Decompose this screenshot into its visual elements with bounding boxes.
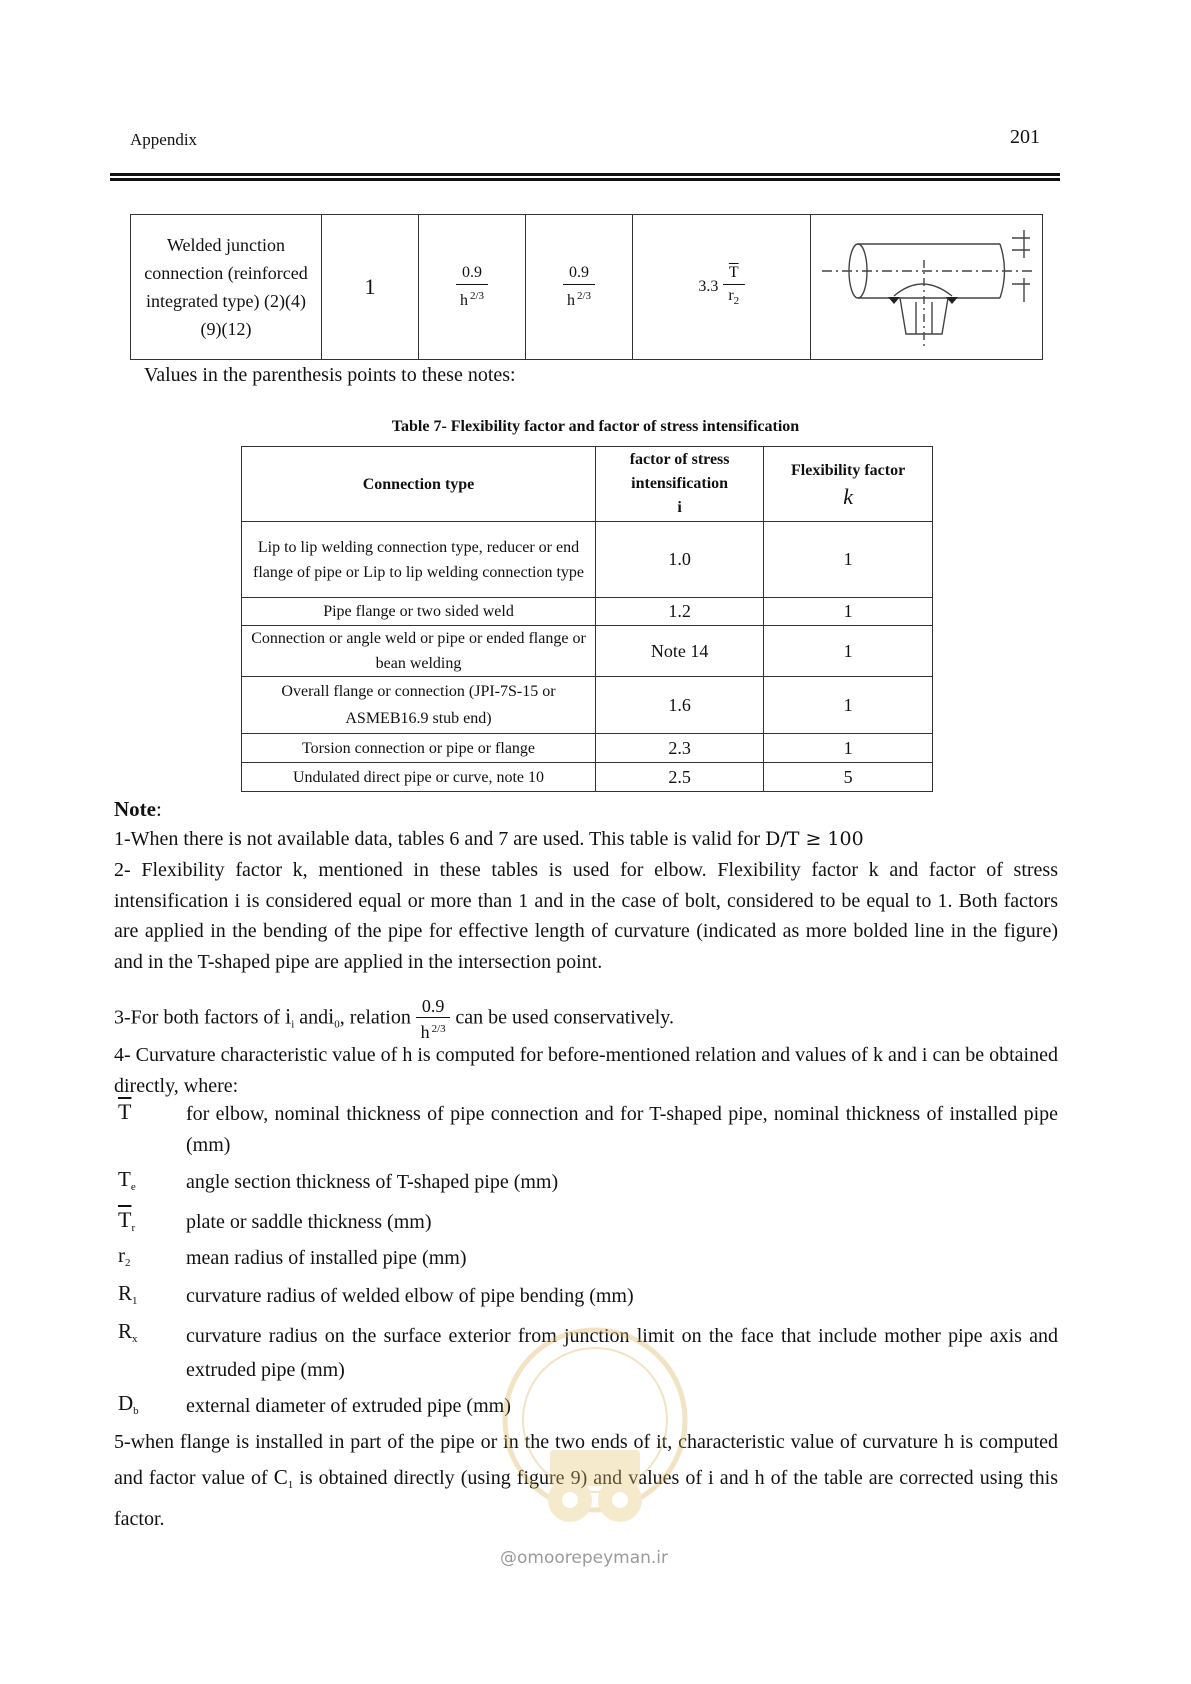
values-note: Values in the parenthesis points to these notes: bbox=[144, 364, 516, 386]
definition-text: curvature radius on the surface exterior from junction limit on the face that include mother pipe axis and extruded pipe (mm) bbox=[186, 1325, 1058, 1381]
definition-text: mean radius of installed pipe (mm) bbox=[186, 1247, 467, 1269]
table-header-row bbox=[242, 447, 933, 522]
row-stress-factor: 1.6 bbox=[596, 677, 764, 734]
table-row bbox=[131, 215, 1043, 360]
symbol-c1: C bbox=[273, 1464, 288, 1489]
note-1 bbox=[114, 824, 1058, 855]
r-symbol: r bbox=[728, 287, 734, 304]
definition-symbol: $\overline{T}$ bbox=[118, 1099, 132, 1124]
fraction-denominator bbox=[460, 285, 484, 312]
subscript: i bbox=[291, 1018, 295, 1031]
subscript: 1 bbox=[287, 1478, 294, 1491]
row-stress-factor: 1.2 bbox=[596, 598, 764, 626]
fraction-denominator bbox=[728, 285, 739, 312]
table-row bbox=[242, 598, 933, 626]
table-7 bbox=[241, 446, 933, 792]
fraction-numerator: 0.9 bbox=[416, 995, 451, 1018]
note-3-and: and bbox=[299, 1006, 329, 1029]
subscript: b bbox=[133, 1405, 139, 1417]
note-3-text-c: can be used conservatively. bbox=[455, 1006, 674, 1029]
note-title: Note: bbox=[114, 797, 162, 821]
subscript: 0 bbox=[334, 1018, 340, 1031]
row-flexibility-factor: 1 bbox=[764, 522, 933, 598]
definition-symbol bbox=[118, 1319, 138, 1345]
tee-pipe-figure bbox=[812, 220, 1042, 350]
note-5-text-a: 5-when flange is installed in part of the pipe or in the two ends of it, characteristic value of curvature h is computed and factor value of bbox=[114, 1431, 1058, 1489]
definition-text: plate or saddle thickness (mm) bbox=[186, 1211, 432, 1233]
definition-text: for elbow, nominal thickness of pipe connection and for T-shaped pipe, nominal thickness of installed pipe (mm) bbox=[186, 1103, 1058, 1156]
table-row bbox=[242, 734, 933, 763]
fraction-numerator: 0.9 bbox=[456, 262, 488, 285]
row-stress-factor: 2.3 bbox=[596, 734, 764, 763]
header-flexibility-label: Flexibility factor bbox=[791, 462, 906, 479]
coefficient: 3.3 bbox=[698, 278, 719, 295]
connection-type-cell: Welded junction connection (reinforced integrated type) (2)(4) (9)(12) bbox=[131, 215, 322, 360]
subscript: 2 bbox=[733, 295, 740, 307]
exponent: 2/3 bbox=[431, 1023, 446, 1035]
factor-cell-2 bbox=[526, 215, 633, 360]
definition-text: external diameter of extruded pipe (mm) bbox=[186, 1395, 511, 1417]
definition-text: angle section thickness of T-shaped pipe (mm) bbox=[186, 1171, 559, 1193]
row-connection-type: Torsion connection or pipe or flange bbox=[242, 734, 596, 763]
subscript: 1 bbox=[132, 1295, 138, 1307]
note-1-formula: D/T ≥ 100 bbox=[765, 828, 864, 850]
note-3-fraction bbox=[416, 995, 451, 1043]
running-header: Appendix bbox=[130, 130, 198, 149]
page-number: 201 bbox=[1010, 126, 1040, 148]
continued-table bbox=[130, 214, 1043, 360]
note-5-text-b: is obtained directly (using figure 9) and values of i and h of the table are corrected using this factor. bbox=[114, 1466, 1059, 1530]
symbol-base: D bbox=[118, 1391, 134, 1415]
note-4: 4- Curvature characteristic value of h is computed for before-mentioned relation and values of k and i can be obtained directly, where: bbox=[114, 1044, 1058, 1097]
header-rule-thick bbox=[110, 173, 1060, 176]
h-symbol: h bbox=[566, 292, 575, 309]
definition-symbol bbox=[118, 1243, 131, 1269]
row-flexibility-factor: 1 bbox=[764, 677, 933, 734]
symbol-base: $\overline{T}$ bbox=[118, 1207, 132, 1232]
note-2: 2- Flexibility factor k, mentioned in these tables is used for elbow. Flexibility factor k and factor of stress intensification i is considered equal or more than 1 and in the case of bolt, considered to be equal to 1. Both factors are applied in the bending of the pipe for effective length of curvature (indicated as more bolded line in the figure) and in the T-shaped pipe are applied in the intersection point. bbox=[114, 859, 1058, 973]
table-row bbox=[242, 522, 933, 598]
h-symbol: h bbox=[420, 1022, 430, 1042]
exponent: 2/3 bbox=[469, 290, 485, 302]
row-connection-type: Connection or angle weld or pipe or ended flange or bean welding bbox=[242, 626, 596, 677]
watermark-site: @omoorepeyman.ir bbox=[500, 1548, 669, 1568]
row-connection-type: Undulated direct pipe or curve, note 10 bbox=[242, 763, 596, 792]
definition-symbol bbox=[118, 1207, 135, 1234]
fraction bbox=[563, 262, 595, 312]
row-flexibility-factor: 5 bbox=[764, 763, 933, 792]
table-row bbox=[242, 626, 933, 677]
header-rule-thin bbox=[110, 178, 1060, 181]
row-flexibility-factor: 1 bbox=[764, 598, 933, 626]
note-3 bbox=[114, 995, 1058, 1043]
fraction bbox=[456, 262, 488, 312]
subscript: 2 bbox=[125, 1257, 131, 1269]
note-3-text-a: 3-For both factors of bbox=[114, 1006, 286, 1029]
subscript: e bbox=[130, 1181, 136, 1193]
header-flexibility-factor bbox=[764, 447, 933, 522]
note-3-text-b: , relation bbox=[339, 1006, 416, 1029]
note-1-text: 1-When there is not available data, tables 6 and 7 are used. This table is valid for bbox=[114, 828, 766, 850]
symbol-i0: i bbox=[328, 1003, 335, 1029]
symbol-i: i bbox=[285, 1003, 292, 1029]
row-stress-factor: 2.5 bbox=[596, 763, 764, 792]
factor-cell-3 bbox=[633, 215, 811, 360]
row-stress-factor: Note 14 bbox=[596, 626, 764, 677]
row-connection-type: Pipe flange or two sided weld bbox=[242, 598, 596, 626]
fraction-numerator: $\overline{T}$ bbox=[723, 262, 745, 285]
fraction-denominator bbox=[567, 285, 591, 312]
row-flexibility-factor: 1 bbox=[764, 734, 933, 763]
exponent: 2/3 bbox=[576, 290, 592, 302]
row-connection-type: Overall flange or connection (JPI-7S-15 or ASMEB16.9 stub end) bbox=[242, 677, 596, 734]
table-caption: Table 7- Flexibility factor and factor of stress intensification bbox=[391, 418, 800, 435]
definition-symbol bbox=[118, 1281, 138, 1307]
subscript: r bbox=[131, 1222, 136, 1234]
fraction bbox=[723, 262, 745, 312]
definition-symbol bbox=[118, 1391, 139, 1417]
flexibility-cell: 1 bbox=[322, 215, 419, 360]
symbol-base: R bbox=[118, 1319, 133, 1343]
h-symbol: h bbox=[459, 292, 468, 309]
row-flexibility-factor: 1 bbox=[764, 626, 933, 677]
header-stress-factor-symbol: i bbox=[677, 499, 682, 516]
header-stress-factor-label: factor of stress intensification bbox=[629, 451, 730, 492]
definition-symbol bbox=[118, 1167, 136, 1193]
header-connection-type: Connection type bbox=[242, 447, 596, 522]
definition-text: curvature radius of welded elbow of pipe bending (mm) bbox=[186, 1285, 634, 1307]
table-row bbox=[242, 763, 933, 792]
symbol-base: r bbox=[118, 1243, 125, 1267]
header-stress-factor bbox=[596, 447, 764, 522]
symbol-base: T bbox=[118, 1167, 131, 1191]
table-row bbox=[242, 677, 933, 734]
figure-cell bbox=[811, 215, 1043, 360]
subscript: x bbox=[132, 1333, 138, 1345]
factor-cell-1 bbox=[419, 215, 526, 360]
note-title-text: Note bbox=[114, 797, 156, 821]
symbol-base: R bbox=[118, 1281, 133, 1305]
watermark-logo-icon bbox=[490, 1300, 700, 1570]
row-connection-type: Lip to lip welding connection type, reducer or end flange of pipe or Lip to lip welding connection type bbox=[242, 522, 596, 598]
header-flexibility-symbol: k bbox=[843, 484, 853, 509]
row-stress-factor: 1.0 bbox=[596, 522, 764, 598]
fraction-numerator: 0.9 bbox=[563, 262, 595, 285]
